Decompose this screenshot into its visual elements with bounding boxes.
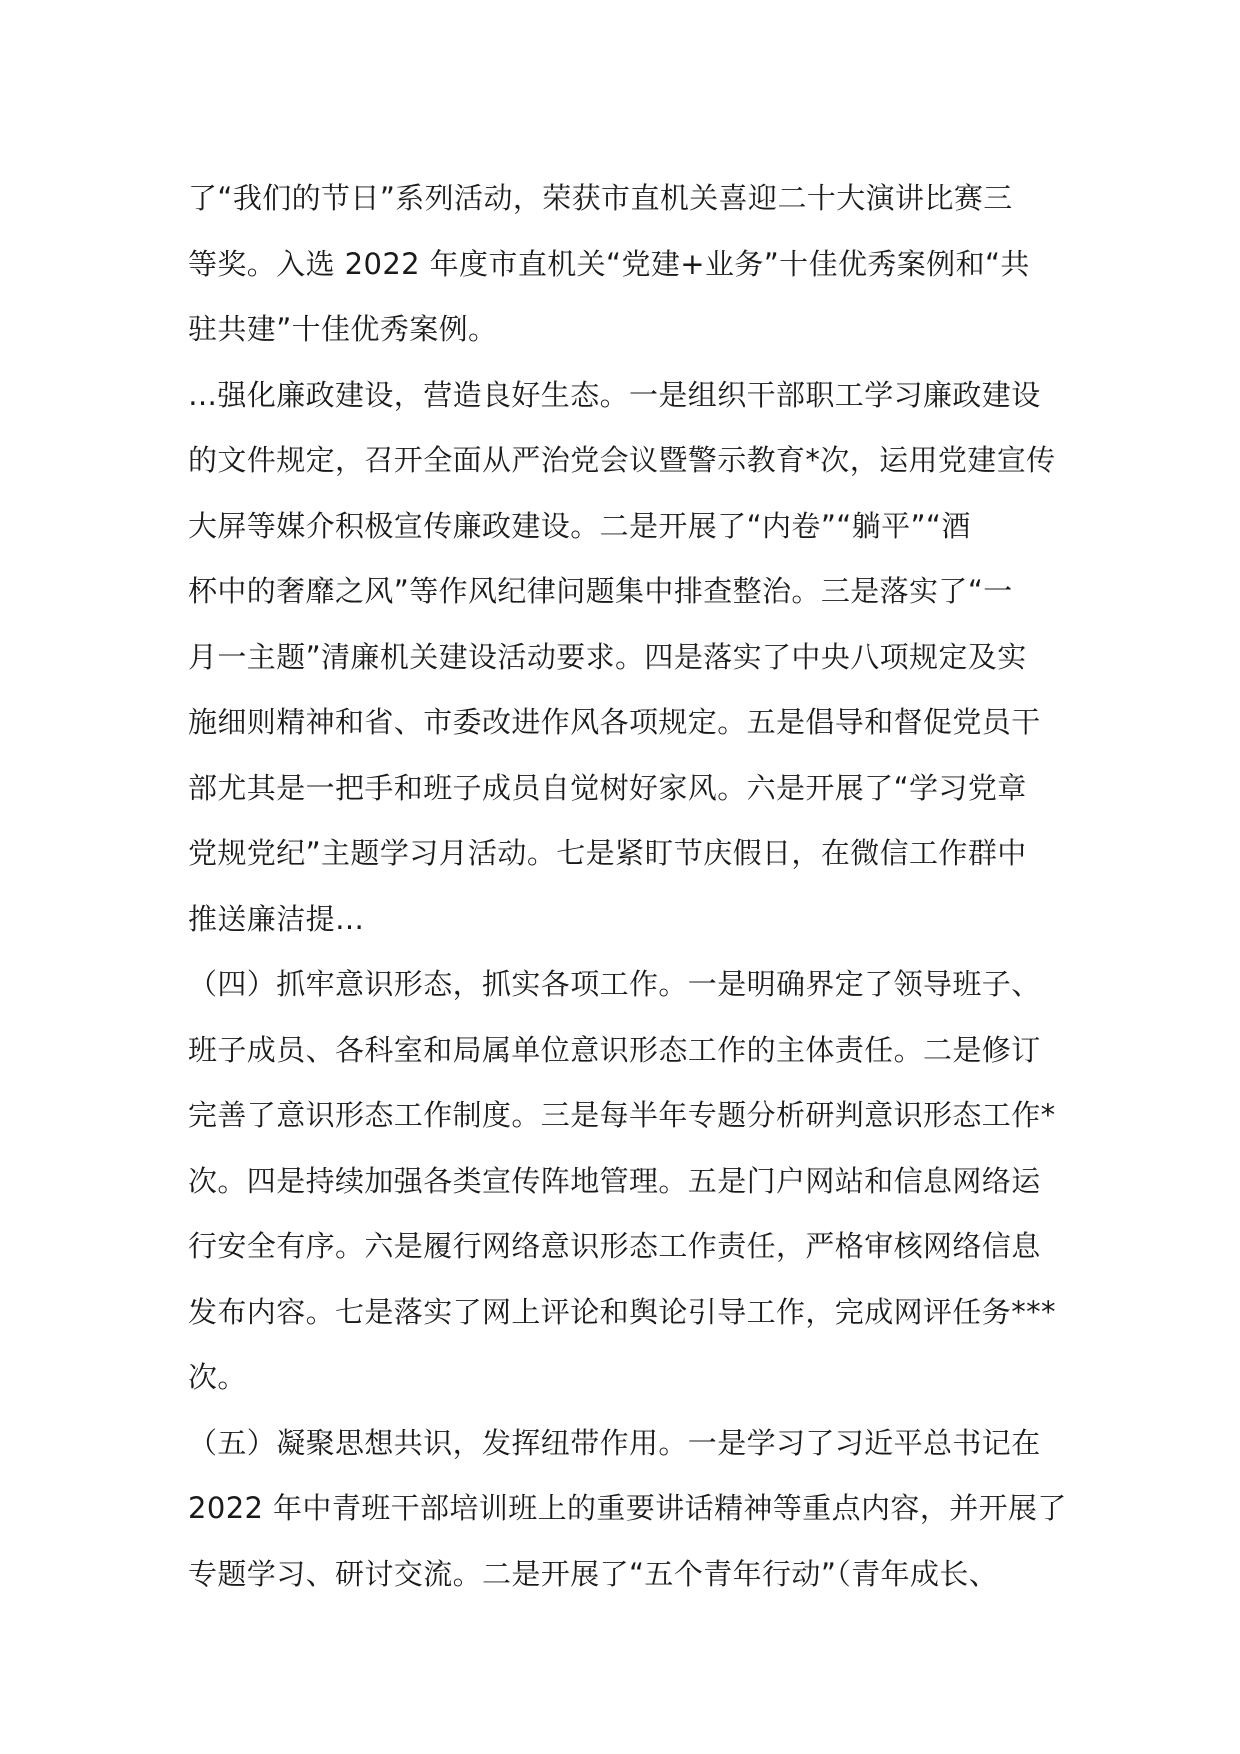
text-line: 次。四是持续加强各类宣传阵地管理。五是门户网站和信息网络运 (188, 1163, 1041, 1198)
text-line: 发布内容。七是落实了网上评论和舆论引导工作，完成网评任务*** (188, 1294, 1056, 1329)
text-line: 班子成员、各科室和局属单位意识形态工作的主体责任。二是修订 (188, 1032, 1041, 1067)
text-line: 月一主题”清廉机关建设活动要求。四是落实了中央八项规定及实 (188, 639, 1027, 674)
text-line: 行安全有序。六是履行网络意识形态工作责任，严格审核网络信息 (188, 1229, 1041, 1263)
text-line: 的文件规定，召开全面从严治党会议暨警示教育*次，运用党建宣传 (188, 443, 1056, 477)
text-line: （四）抓牢意识形态，抓实各项工作。一是明确界定了领导班子、 (188, 967, 1041, 1001)
text-line: 次。 (188, 1360, 247, 1394)
text-line: 党规党纪”主题学习月活动。七是紧盯节庆假日，在微信工作群中 (188, 836, 1027, 870)
text-line: 等奖。入选 2022 年度市直机关“党建+业务”十佳优秀案例和“共 (188, 246, 1030, 281)
text-line: 杯中的奢靡之风”等作风纪律问题集中排查整治。三是落实了“一 (188, 574, 1013, 608)
text-line: 推送廉洁提… (188, 901, 365, 936)
text-line: 完善了意识形态工作制度。三是每半年专题分析研判意识形态工作* (188, 1098, 1056, 1132)
text-line: 了“我们的节日”系列活动，荣获市直机关喜迎二十大演讲比赛三 (188, 181, 1013, 215)
text-line: 大屏等媒介积极宣传廉政建设。二是开展了“内卷”“躺平”“酒 (188, 508, 971, 543)
text-line: 专题学习、研讨交流。二是开展了“五个青年行动”（青年成长、 (188, 1556, 999, 1591)
text-line: 部尤其是一把手和班子成员自觉树好家风。六是开展了“学习党章 (188, 770, 1027, 805)
text-line: 驻共建”十佳优秀案例。 (188, 312, 498, 346)
text-line: 施细则精神和省、市委改进作风各项规定。五是倡导和督促党员干 (188, 705, 1041, 739)
text-line: …强化廉政建设，营造良好生态。一是组织干部职工学习廉政建设 (188, 377, 1041, 412)
text-line: （五）凝聚思想共识，发挥纽带作用。一是学习了习近平总书记在 (188, 1425, 1041, 1460)
body-text (188, 166, 1067, 1607)
text-line: 2022 年中青班干部培训班上的重要讲话精神等重点内容，并开展了 (188, 1491, 1067, 1525)
